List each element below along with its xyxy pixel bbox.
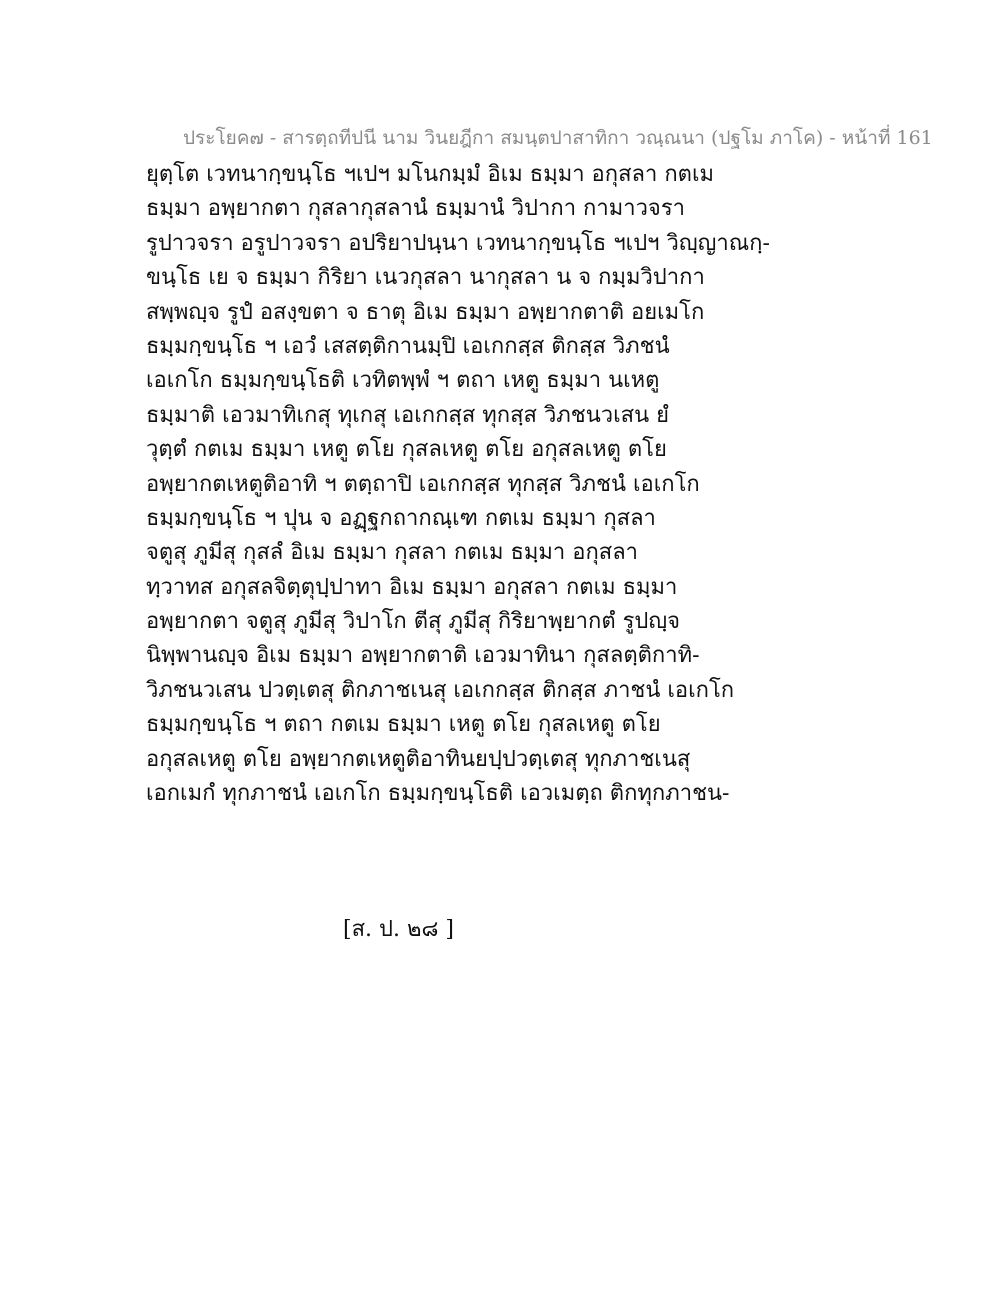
text-line: จตูสุ ภูมีสุ กุสลํ อิเม ธมฺมา กุสลา กตเม ธมฺมา อกุสลา xyxy=(146,540,639,566)
text-line: ธมฺมาติ เอวมาทิเกสุ ทุเกสุ เอเกกสฺส ทุกสฺส วิภชนวเสน ยํ xyxy=(146,402,669,428)
text-line: ทฺวาทส อกุสลจิตฺตุปฺปาทา อิเม ธมฺมา อกุสลา กตเม ธมฺมา xyxy=(146,574,678,600)
body-text xyxy=(146,158,866,811)
text-line: ธมฺมา อพฺยากตา กุสลากุสลานํ ธมฺมานํ วิปากา กามาวจรา xyxy=(146,196,685,222)
text-line: ขนฺโธ เย จ ธมฺมา กิริยา เนวกุสลา นากุสลา น จ กมฺมวิปากา xyxy=(146,265,705,291)
text-line: อพฺยากตเหตูติอาทิ ฯ ตตฺถาปิ เอเกกสฺส ทุกสฺส วิภชนํ เอเกโก xyxy=(146,471,700,497)
text-line: ธมฺมกฺขนฺโธ ฯ ปุน จ อฏฺฐกถากณฺเฑ กตเม ธมฺมา กุสลา xyxy=(146,505,656,531)
text-line: สพฺพญฺจ รูปํ อสงฺขตา จ ธาตุ อิเม ธมฺมา อพฺยากตาติ อยเมโก xyxy=(146,299,705,325)
text-line: วิภชนวเสน ปวตฺเตสุ ติกภาชเนสุ เอเกกสฺส ติกสฺส ภาชนํ เอเกโก xyxy=(146,677,735,703)
text-line: อพฺยากตา จตูสุ ภูมีสุ วิปาโก ตีสุ ภูมีสุ กิริยาพฺยากตํ รูปญฺจ xyxy=(146,609,681,635)
text-line: เอกเมกํ ทุกภาชนํ เอเกโก ธมฺมกฺขนฺโธติ เอวเมตฺถ ติกทุกภาชน- xyxy=(146,781,730,807)
text-line: อกุสลเหตู ตโย อพฺยากตเหตูติอาทินยปฺปวตฺเตสุ ทุกภาชเนสุ xyxy=(146,746,691,772)
text-line: ธมฺมกฺขนฺโธ ฯ เอวํ เสสตฺติกานมฺปิ เอเกกสฺส ติกสฺส วิภชนํ xyxy=(146,333,670,359)
text-line: ธมฺมกฺขนฺโธ ฯ ตถา กตเม ธมฺมา เหตู ตโย กุสลเหตู ตโย xyxy=(146,712,661,738)
page-header: ประโยค๗ - สารตฺถทีปนี นาม วินยฎีกา สมนฺตปาสาทิกา วณฺณนา (ปฐโม ภาโค) - หน้าที่ 161 xyxy=(183,127,933,149)
text-line: นิพฺพานญฺจ อิเม ธมฺมา อพฺยากตาติ เอวมาทินา กุสลตฺติกาทิ- xyxy=(146,643,700,669)
text-line: เอเกโก ธมฺมกฺขนฺโธติ เวทิตพฺพํ ฯ ตถา เหตู ธมฺมา นเหตู xyxy=(146,368,660,394)
text-line: วุตฺตํ กตเม ธมฺมา เหตู ตโย กุสลเหตู ตโย อกุสลเหตู ตโย xyxy=(146,437,667,463)
text-line: รูปาวจรา อรูปาวจรา อปริยาปนฺนา เวทนากฺขนฺโธ ฯเปฯ วิญฺญาณกฺ- xyxy=(146,230,770,256)
text-line: ยุตฺโต เวทนากฺขนฺโธ ฯเปฯ มโนกมฺมํ อิเม ธมฺมา อกุสลา กตเม xyxy=(146,162,714,187)
page-reference: [ส. ป. ๒๘ ] xyxy=(343,917,454,942)
